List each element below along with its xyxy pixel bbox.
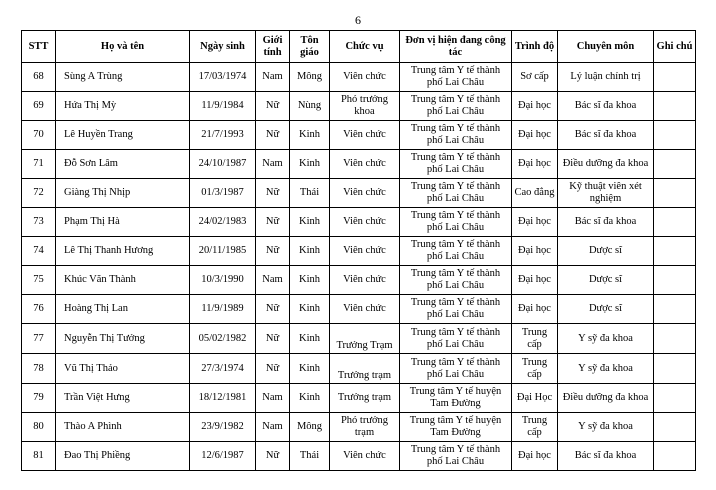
- cell-level: Trung cấp: [512, 354, 558, 384]
- cell-level: Trung cấp: [512, 413, 558, 442]
- cell-level: Đại học: [512, 92, 558, 121]
- cell-unit: Trung tâm Y tế thành phố Lai Châu: [400, 179, 512, 208]
- cell-stt: 81: [22, 442, 56, 471]
- cell-religion: Kinh: [290, 384, 330, 413]
- cell-unit: Trung tâm Y tế thành phố Lai Châu: [400, 442, 512, 471]
- cell-specialty: Bác sĩ đa khoa: [558, 208, 654, 237]
- cell-unit: Trung tâm Y tế thành phố Lai Châu: [400, 150, 512, 179]
- cell-unit: Trung tâm Y tế thành phố Lai Châu: [400, 121, 512, 150]
- cell-dob: 12/6/1987: [190, 442, 256, 471]
- table-row: [22, 266, 696, 295]
- cell-gender: Nam: [256, 413, 290, 442]
- cell-note: [654, 354, 696, 384]
- cell-gender: Nam: [256, 266, 290, 295]
- header-religion: Tôn giáo: [290, 31, 330, 63]
- cell-unit: Trung tâm Y tế thành phố Lai Châu: [400, 266, 512, 295]
- cell-note: [654, 266, 696, 295]
- cell-position: Viên chức: [330, 442, 400, 471]
- table-row: [22, 63, 696, 92]
- cell-specialty: Bác sĩ đa khoa: [558, 121, 654, 150]
- cell-name: Lê Huyền Trang: [56, 121, 190, 150]
- cell-name: Nguyễn Thị Tưởng: [56, 324, 190, 354]
- cell-religion: Mông: [290, 63, 330, 92]
- cell-specialty: Điều dưỡng đa khoa: [558, 150, 654, 179]
- cell-specialty: Điều dưỡng đa khoa: [558, 384, 654, 413]
- cell-note: [654, 413, 696, 442]
- cell-dob: 01/3/1987: [190, 179, 256, 208]
- cell-position: Viên chức: [330, 150, 400, 179]
- staff-table: [21, 30, 696, 471]
- cell-gender: Nam: [256, 150, 290, 179]
- cell-level: Trung cấp: [512, 324, 558, 354]
- cell-dob: 21/7/1993: [190, 121, 256, 150]
- cell-unit: Trung tâm Y tế thành phố Lai Châu: [400, 92, 512, 121]
- cell-religion: Kinh: [290, 295, 330, 324]
- cell-name: Khúc Văn Thành: [56, 266, 190, 295]
- cell-unit: Trung tâm Y tế thành phố Lai Châu: [400, 63, 512, 92]
- cell-stt: 76: [22, 295, 56, 324]
- table-row: [22, 150, 696, 179]
- cell-dob: 27/3/1974: [190, 354, 256, 384]
- table-row: [22, 442, 696, 471]
- cell-unit: Trung tâm Y tế thành phố Lai Châu: [400, 208, 512, 237]
- cell-gender: Nữ: [256, 92, 290, 121]
- header-position: Chức vụ: [330, 31, 400, 63]
- table-row: [22, 384, 696, 413]
- cell-name: Sùng A Trùng: [56, 63, 190, 92]
- cell-stt: 73: [22, 208, 56, 237]
- cell-position: Trưởng Trạm: [330, 324, 400, 354]
- table-row: [22, 237, 696, 266]
- cell-note: [654, 121, 696, 150]
- cell-note: [654, 63, 696, 92]
- cell-religion: Thái: [290, 442, 330, 471]
- cell-name: Phạm Thị Hà: [56, 208, 190, 237]
- cell-position: Viên chức: [330, 121, 400, 150]
- cell-gender: Nữ: [256, 179, 290, 208]
- cell-stt: 70: [22, 121, 56, 150]
- cell-position: Trưởng trạm: [330, 384, 400, 413]
- cell-name: Vũ Thị Thảo: [56, 354, 190, 384]
- table-row: [22, 354, 696, 384]
- cell-note: [654, 384, 696, 413]
- cell-religion: Thái: [290, 179, 330, 208]
- cell-level: Sơ cấp: [512, 63, 558, 92]
- cell-note: [654, 179, 696, 208]
- cell-position: Viên chức: [330, 295, 400, 324]
- table-row: [22, 295, 696, 324]
- cell-religion: Kinh: [290, 237, 330, 266]
- cell-stt: 80: [22, 413, 56, 442]
- cell-position: Trưởng trạm: [330, 354, 400, 384]
- cell-gender: Nữ: [256, 208, 290, 237]
- table-row: [22, 208, 696, 237]
- table-row: [22, 92, 696, 121]
- cell-religion: Mông: [290, 413, 330, 442]
- cell-unit: Trung tâm Y tế thành phố Lai Châu: [400, 295, 512, 324]
- cell-name: Đao Thị Phiềng: [56, 442, 190, 471]
- cell-dob: 24/02/1983: [190, 208, 256, 237]
- cell-dob: 18/12/1981: [190, 384, 256, 413]
- header-note: Ghi chú: [654, 31, 696, 63]
- cell-gender: Nữ: [256, 354, 290, 384]
- cell-name: Hoàng Thị Lan: [56, 295, 190, 324]
- header-level: Trình độ: [512, 31, 558, 63]
- cell-stt: 72: [22, 179, 56, 208]
- header-specialty: Chuyên môn: [558, 31, 654, 63]
- cell-specialty: Dược sĩ: [558, 266, 654, 295]
- cell-stt: 68: [22, 63, 56, 92]
- cell-name: Trần Việt Hưng: [56, 384, 190, 413]
- cell-stt: 71: [22, 150, 56, 179]
- cell-religion: Kinh: [290, 150, 330, 179]
- cell-name: Lê Thị Thanh Hương: [56, 237, 190, 266]
- cell-dob: 23/9/1982: [190, 413, 256, 442]
- cell-position: Viên chức: [330, 237, 400, 266]
- cell-gender: Nữ: [256, 295, 290, 324]
- cell-level: Đại học: [512, 121, 558, 150]
- cell-stt: 78: [22, 354, 56, 384]
- cell-unit: Trung tâm Y tế huyện Tam Đường: [400, 384, 512, 413]
- cell-gender: Nam: [256, 384, 290, 413]
- header-dob: Ngày sinh: [190, 31, 256, 63]
- cell-name: Hứa Thị Mỳ: [56, 92, 190, 121]
- header-gender: Giới tính: [256, 31, 290, 63]
- table-header-row: [22, 31, 696, 63]
- cell-level: Đại học: [512, 442, 558, 471]
- cell-stt: 74: [22, 237, 56, 266]
- cell-gender: Nữ: [256, 324, 290, 354]
- cell-position: Phó trưởng trạm: [330, 413, 400, 442]
- cell-note: [654, 324, 696, 354]
- cell-unit: Trung tâm Y tế thành phố Lai Châu: [400, 354, 512, 384]
- cell-level: Đại học: [512, 208, 558, 237]
- table-row: [22, 413, 696, 442]
- cell-stt: 75: [22, 266, 56, 295]
- cell-position: Viên chức: [330, 208, 400, 237]
- cell-note: [654, 442, 696, 471]
- cell-dob: 11/9/1989: [190, 295, 256, 324]
- cell-level: Đại học: [512, 266, 558, 295]
- cell-level: Đại Học: [512, 384, 558, 413]
- cell-dob: 17/03/1974: [190, 63, 256, 92]
- header-name: Họ và tên: [56, 31, 190, 63]
- page-number: 6: [355, 13, 361, 27]
- cell-gender: Nam: [256, 63, 290, 92]
- cell-specialty: Kỹ thuật viên xét nghiệm: [558, 179, 654, 208]
- cell-unit: Trung tâm Y tế thành phố Lai Châu: [400, 324, 512, 354]
- cell-note: [654, 237, 696, 266]
- table-row: [22, 324, 696, 354]
- cell-religion: Nùng: [290, 92, 330, 121]
- cell-specialty: Y sỹ đa khoa: [558, 354, 654, 384]
- cell-specialty: Lý luận chính trị: [558, 63, 654, 92]
- cell-unit: Trung tâm Y tế huyện Tam Đường: [400, 413, 512, 442]
- cell-stt: 77: [22, 324, 56, 354]
- cell-dob: 24/10/1987: [190, 150, 256, 179]
- cell-stt: 69: [22, 92, 56, 121]
- cell-unit: Trung tâm Y tế thành phố Lai Châu: [400, 237, 512, 266]
- cell-note: [654, 295, 696, 324]
- cell-specialty: Dược sĩ: [558, 237, 654, 266]
- cell-specialty: Y sỹ đa khoa: [558, 413, 654, 442]
- cell-position: Viên chức: [330, 63, 400, 92]
- cell-name: Thào A Phình: [56, 413, 190, 442]
- header-unit: Đơn vị hiện đang công tác: [400, 31, 512, 63]
- cell-specialty: Dược sĩ: [558, 295, 654, 324]
- cell-position: Viên chức: [330, 266, 400, 295]
- cell-specialty: Bác sĩ đa khoa: [558, 442, 654, 471]
- cell-level: Đại học: [512, 150, 558, 179]
- cell-name: Giàng Thị Nhịp: [56, 179, 190, 208]
- cell-stt: 79: [22, 384, 56, 413]
- cell-note: [654, 150, 696, 179]
- cell-gender: Nữ: [256, 442, 290, 471]
- cell-religion: Kinh: [290, 266, 330, 295]
- cell-position: Phó trưởng khoa: [330, 92, 400, 121]
- cell-level: Cao đẳng: [512, 179, 558, 208]
- cell-level: Đại học: [512, 295, 558, 324]
- cell-note: [654, 92, 696, 121]
- cell-specialty: Bác sĩ đa khoa: [558, 92, 654, 121]
- cell-gender: Nữ: [256, 237, 290, 266]
- cell-religion: Kinh: [290, 121, 330, 150]
- cell-level: Đại học: [512, 237, 558, 266]
- cell-gender: Nữ: [256, 121, 290, 150]
- header-stt: STT: [22, 31, 56, 63]
- cell-note: [654, 208, 696, 237]
- cell-name: Đỗ Sơn Lâm: [56, 150, 190, 179]
- cell-specialty: Y sỹ đa khoa: [558, 324, 654, 354]
- table-row: [22, 121, 696, 150]
- cell-dob: 20/11/1985: [190, 237, 256, 266]
- cell-dob: 10/3/1990: [190, 266, 256, 295]
- cell-position: Viên chức: [330, 179, 400, 208]
- cell-dob: 11/9/1984: [190, 92, 256, 121]
- cell-dob: 05/02/1982: [190, 324, 256, 354]
- cell-religion: Kinh: [290, 324, 330, 354]
- cell-religion: Kinh: [290, 208, 330, 237]
- table-row: [22, 179, 696, 208]
- cell-religion: Kinh: [290, 354, 330, 384]
